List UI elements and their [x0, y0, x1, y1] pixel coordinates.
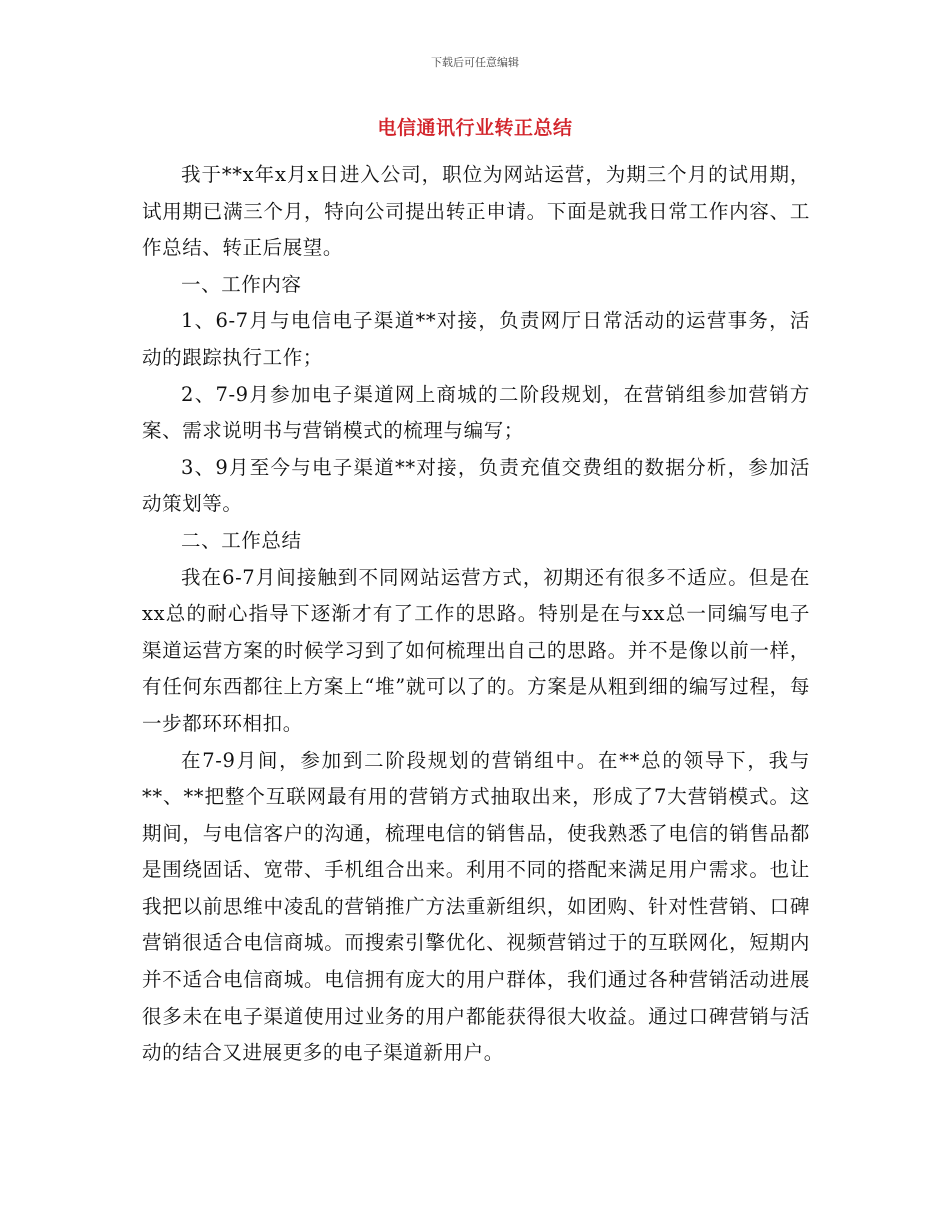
- paragraph-item-1: 1、6-7月与电信电子渠道**对接，负责网厅日常活动的运营事务，活动的跟踪执行工作；: [142, 309, 810, 369]
- paragraph-summary-2: 在7-9月间，参加到二阶段规划的营销组中。在**总的领导下，我与**、**把整个互联网最有用的营销方式抽取出来，形成了7大营销模式。这期间，与电信客户的沟通，梳理电信的销售品，使我熟悉了电信的销售品都是围绕固话、宽带、手机组合出来。利用不同的搭配来满足用户需求。也让我把以前思维中凌乱的营销推广方法重新组织，如团购、针对性营销、口碑营销很适合电信商城。而搜索引擎优化、视频营销过于的互联网化，短期内并不适合电信商城。电信拥有庞大的用户群体，我们通过各种营销活动进展很多未在电子渠道使用过业务的用户都能获得很大收益。通过口碑营销与活动的结合又进展更多的电子渠道新用户。: [142, 748, 810, 1065]
- document-title: 电信通讯行业转正总结: [377, 117, 573, 139]
- document-body: [142, 157, 810, 1072]
- paragraph-intro: 我于**x年x月x日进入公司，职位为网站运营，为期三个月的试用期，试用期已满三个月，特向公司提出转正申请。下面是就我日常工作内容、工作总结、转正后展望。: [142, 163, 810, 260]
- section-heading-work-content: 一、工作内容: [181, 272, 302, 296]
- paragraph-summary-1: 我在6-7月间接触到不同网站运营方式，初期还有很多不适应。但是在xx总的耐心指导下逐渐才有了工作的思路。特别是在与xx总一同编写电子渠道运营方案的时候学习到了如何梳理出自己的思路。并不是像以前一样，有任何东西都往上方案上“堆”就可以了的。方案是从粗到细的编写过程，每一步都环环相扣。: [142, 565, 810, 735]
- paragraph-item-2: 2、7-9月参加电子渠道网上商城的二阶段规划，在营销组参加营销方案、需求说明书与营销模式的梳理与编写；: [142, 382, 810, 443]
- header-note: 下载后可任意编辑: [431, 56, 519, 69]
- section-heading-work-summary: 二、工作总结: [181, 528, 302, 552]
- paragraph-item-3: 3、9月至今与电子渠道**对接，负责充值交费组的数据分析，参加活动策划等。: [142, 455, 810, 516]
